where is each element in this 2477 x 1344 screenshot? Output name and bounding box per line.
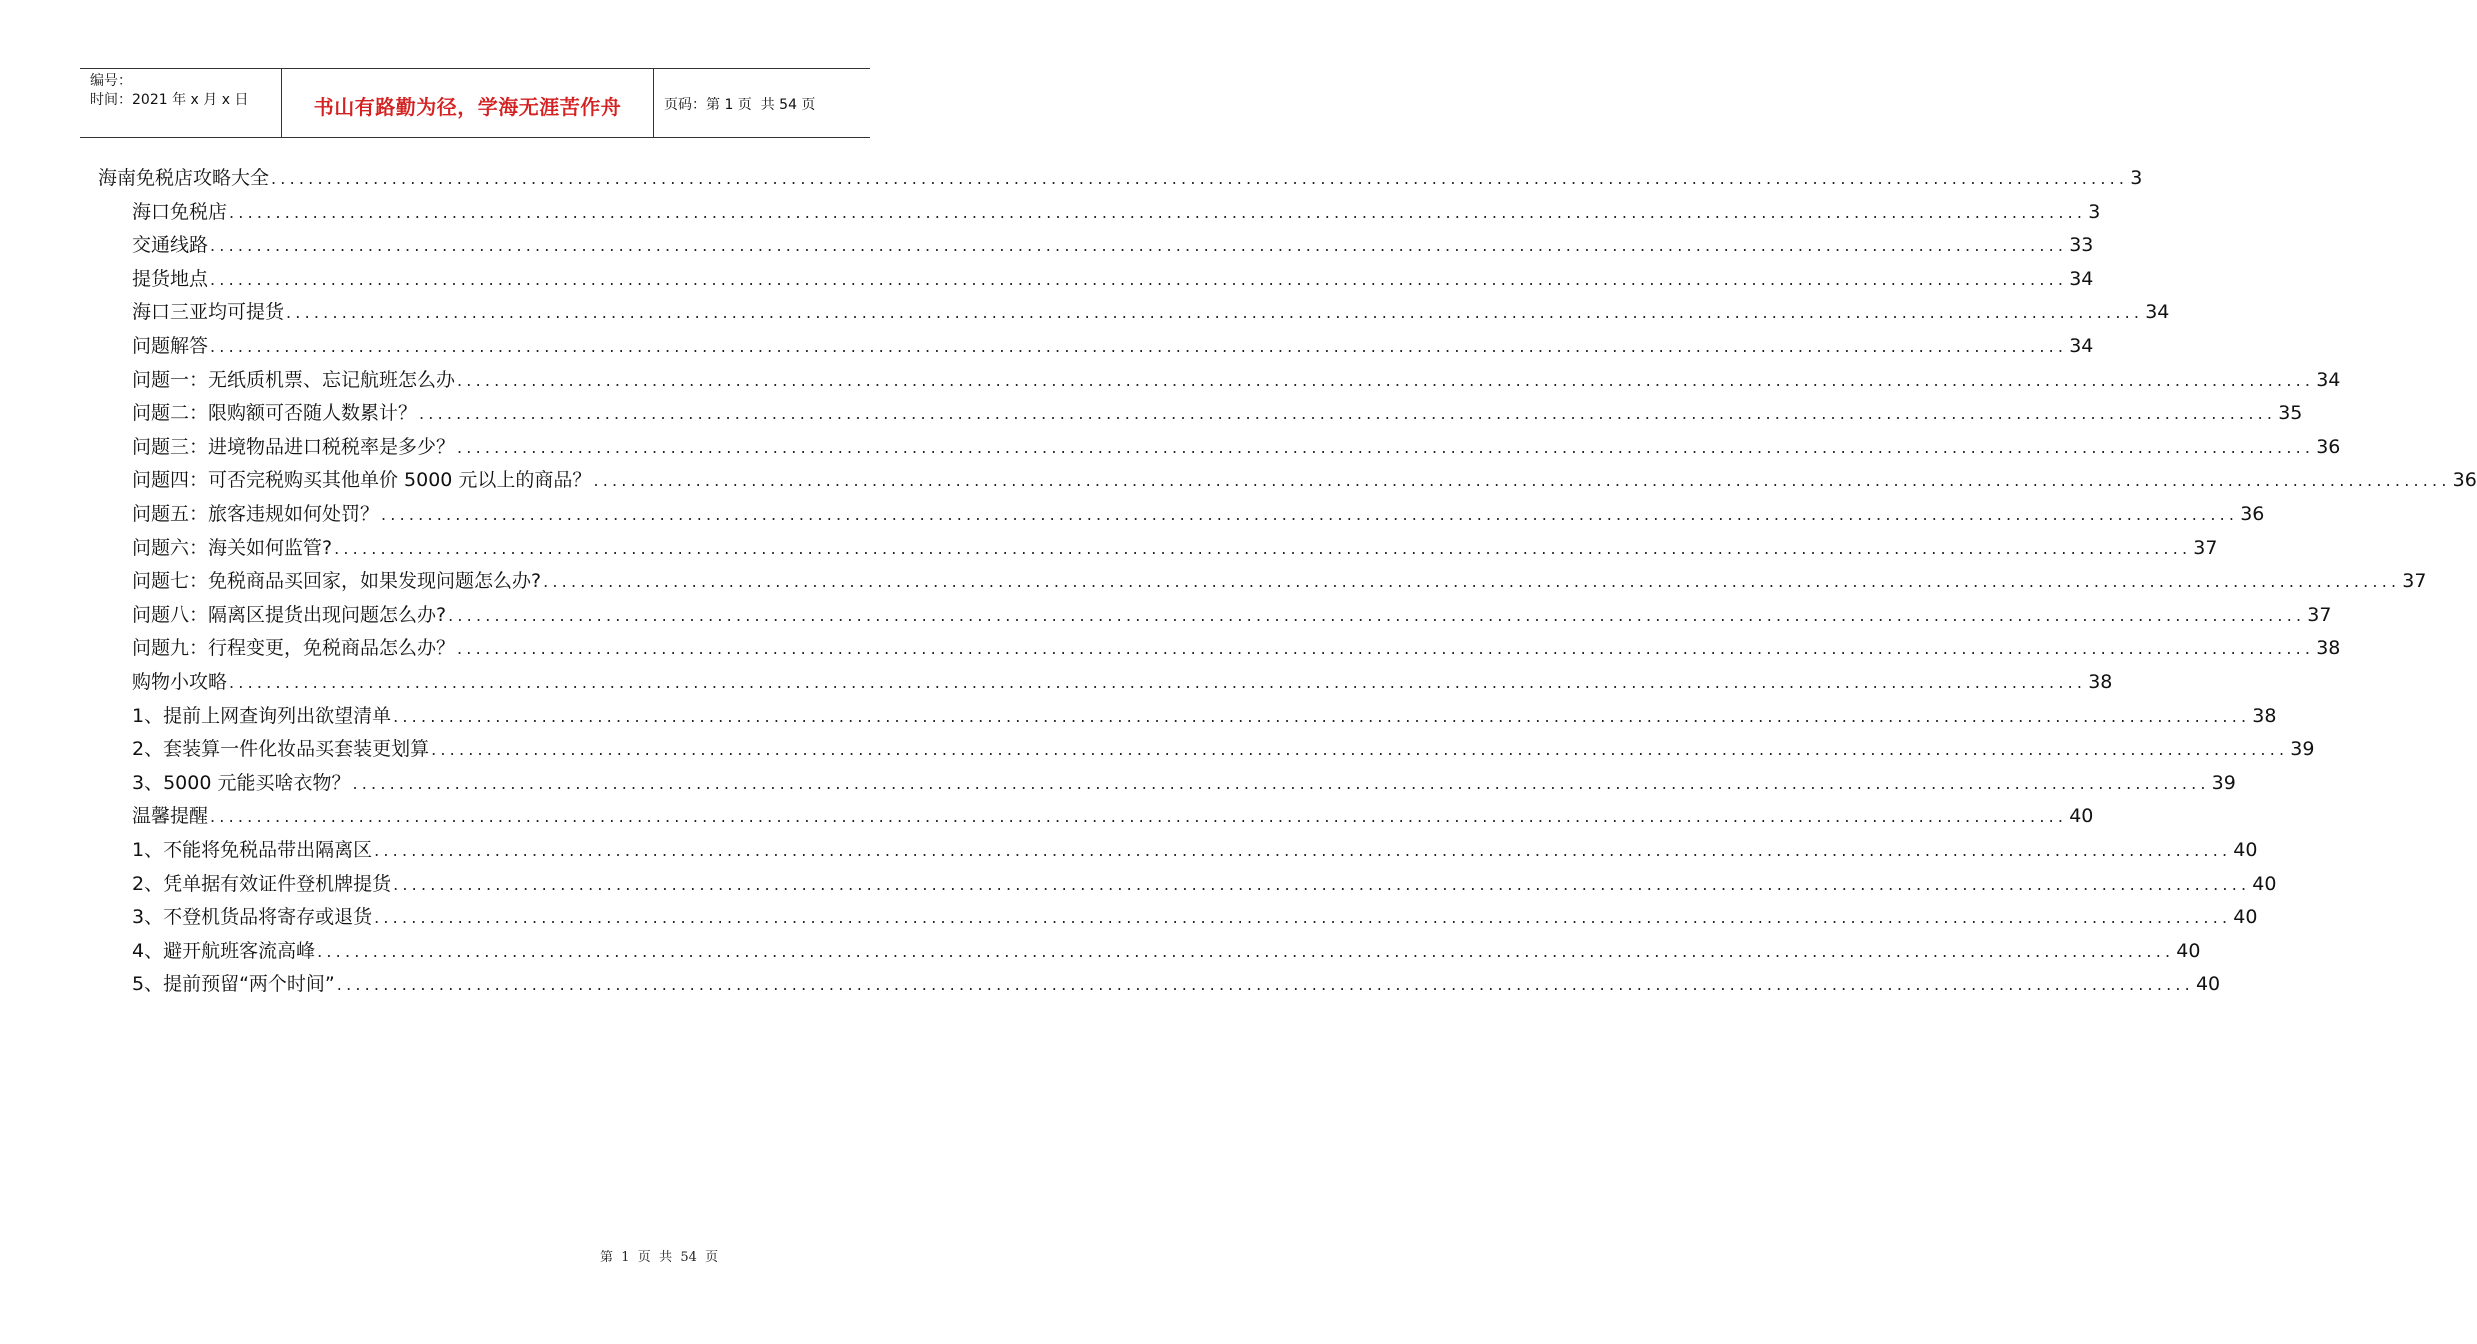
- toc-entry-title: 问题三：进境物品进口税税率是多少？: [132, 435, 456, 458]
- toc-entry-title: 问题七：免税商品买回家，如果发现问题怎么办?: [132, 570, 542, 593]
- toc-entry-page: 34: [2069, 335, 2094, 357]
- toc-entry-page: 33: [2069, 234, 2094, 257]
- toc-entry[interactable]: [132, 664, 2113, 694]
- toc-entry-title: 5、提前预留“两个时间”: [132, 973, 335, 996]
- toc-dot-leader: ........................................................................................................................................................................................................: [210, 236, 2068, 256]
- toc-entry-title: 问题解答: [132, 335, 209, 357]
- toc-entry-page: 34: [2316, 368, 2341, 391]
- toc-dot-leader: ........................................................................................................................................................................................................: [457, 639, 2315, 659]
- toc-entry-page: 40: [2069, 805, 2094, 828]
- toc-entry-title: 3、不登机货品将寄存或退货: [132, 906, 373, 929]
- toc-entry-page: 38: [2088, 671, 2113, 693]
- toc-entry-title: 问题四：可否完税购买其他单价 5000 元以上的商品？: [132, 469, 592, 492]
- toc-entry-page: 37: [2193, 536, 2218, 559]
- toc-entry-page: 39: [2211, 771, 2236, 794]
- toc-dot-leader: ........................................................................................................................................................................................................: [334, 538, 2192, 558]
- toc-entry-page: 37: [2307, 603, 2332, 626]
- toc-dot-leader: ........................................................................................................................................................................................................: [448, 605, 2306, 625]
- toc-entry[interactable]: [132, 630, 2341, 660]
- document-date-label: 时间：2021 年 x 月 x 日: [90, 92, 249, 108]
- toc-entry-page: 38: [2252, 704, 2277, 727]
- toc-dot-leader: ........................................................................................................................................................................................................: [393, 706, 2251, 726]
- toc-dot-leader: ........................................................................................................................................................................................................: [593, 471, 2451, 491]
- toc-entry[interactable]: [132, 194, 2101, 224]
- toc-entry-title: 3、5000 元能买啥衣物？: [132, 771, 351, 794]
- toc-entry-title: 问题五：旅客违规如何处罚？: [132, 503, 380, 525]
- toc-dot-leader: ........................................................................................................................................................................................................: [317, 941, 2175, 961]
- toc-dot-leader: ........................................................................................................................................................................................................: [210, 269, 2068, 289]
- toc-dot-leader: ........................................................................................................................................................................................................: [381, 505, 2239, 524]
- toc-entry[interactable]: [132, 866, 2277, 896]
- page-footer: 第 1 页 共 54 页: [600, 1250, 719, 1265]
- toc-entry-title: 1、提前上网查询列出欲望清单: [132, 704, 392, 727]
- toc-entry-page: 38: [2316, 637, 2341, 660]
- toc-entry-title: 问题一：无纸质机票、忘记航班怎么办: [132, 368, 456, 391]
- toc-entry[interactable]: [132, 966, 2221, 996]
- toc-entry-page: 3: [2088, 200, 2101, 223]
- header-meta-cell: [80, 69, 282, 137]
- toc-entry[interactable]: [132, 429, 2341, 459]
- toc-entry[interactable]: [132, 227, 2094, 257]
- toc-entry[interactable]: [132, 395, 2303, 425]
- toc-dot-leader: ........................................................................................................................................................................................................: [210, 807, 2068, 827]
- toc-dot-leader: ........................................................................................................................................................................................................: [419, 404, 2277, 424]
- toc-entry-page: 36: [2452, 469, 2477, 492]
- toc-entry-title: 2、套装算一件化妆品买套装更划算: [132, 738, 430, 761]
- toc-entry-title: 问题二：限购额可否随人数累计？: [132, 402, 418, 425]
- toc-dot-leader: ........................................................................................................................................................................................................: [210, 337, 2068, 356]
- document-number-label: 编号：: [90, 73, 132, 89]
- toc-entry[interactable]: [132, 294, 2170, 324]
- toc-entry-title: 2、凭单据有效证件登机牌提货: [132, 872, 392, 895]
- header-page-cell: [654, 69, 870, 137]
- toc-entry-title: 提货地点: [132, 267, 209, 290]
- toc-entry-page: 3: [2130, 167, 2143, 189]
- header-motto-cell: [282, 69, 654, 137]
- toc-entry-title: 海口三亚均可提货: [132, 301, 285, 324]
- toc-entry-page: 34: [2145, 301, 2170, 324]
- toc-entry[interactable]: [132, 563, 2427, 593]
- toc-entry[interactable]: [132, 798, 2094, 828]
- toc-entry[interactable]: [132, 933, 2201, 963]
- toc-dot-leader: ........................................................................................................................................................................................................: [374, 908, 2232, 928]
- toc-entry-page: 34: [2069, 267, 2094, 290]
- toc-entry-title: 问题八：隔离区提货出现问题怎么办?: [132, 603, 447, 626]
- toc-entry-page: 35: [2278, 402, 2303, 425]
- toc-entry-title: 问题九：行程变更，免税商品怎么办？: [132, 637, 456, 660]
- toc-entry-title: 温馨提醒: [132, 805, 209, 828]
- toc-entry[interactable]: [132, 731, 2315, 761]
- toc-entry[interactable]: [132, 496, 2265, 526]
- toc-entry-page: 40: [2233, 839, 2258, 861]
- toc-entry-page: 39: [2290, 738, 2315, 761]
- toc-entry[interactable]: [132, 899, 2258, 929]
- toc-dot-leader: ........................................................................................................................................................................................................: [457, 370, 2315, 390]
- toc-entry-title: 1、不能将免税品带出隔离区: [132, 839, 373, 861]
- toc-dot-leader: ........................................................................................................................................................................................................: [352, 773, 2210, 793]
- toc-dot-leader: ........................................................................................................................................................................................................: [336, 975, 2194, 995]
- toc-entry-page: 40: [2195, 973, 2221, 996]
- toc-dot-leader: ........................................................................................................................................................................................................: [271, 169, 2129, 188]
- toc-entry[interactable]: [132, 765, 2236, 795]
- toc-entry[interactable]: [132, 832, 2258, 862]
- toc-entry[interactable]: [132, 261, 2094, 291]
- toc-dot-leader: ........................................................................................................................................................................................................: [229, 673, 2087, 692]
- toc-entry-page: 36: [2240, 503, 2265, 525]
- toc-dot-leader: ........................................................................................................................................................................................................: [457, 437, 2315, 457]
- document-header: [80, 68, 870, 138]
- toc-entry-page: 36: [2316, 435, 2341, 458]
- toc-entry-title: 4、避开航班客流高峰: [132, 939, 316, 962]
- toc-entry-page: 37: [2402, 570, 2427, 593]
- toc-entry[interactable]: [132, 328, 2094, 358]
- toc-entry[interactable]: [132, 362, 2341, 392]
- toc-entry-title: 购物小攻略: [132, 671, 228, 693]
- toc-entry[interactable]: [132, 530, 2218, 560]
- header-motto: 书山有路勤为径，学海无涯苦作舟: [313, 94, 622, 119]
- toc-entry[interactable]: [132, 698, 2277, 728]
- toc-entry-title: 问题六：海关如何监管?: [132, 536, 333, 559]
- toc-dot-leader: ........................................................................................................................................................................................................: [229, 202, 2087, 222]
- toc-entry-page: 40: [2233, 906, 2258, 929]
- toc-entry[interactable]: [132, 462, 2477, 492]
- toc-dot-leader: ........................................................................................................................................................................................................: [374, 841, 2232, 860]
- toc-dot-leader: ........................................................................................................................................................................................................: [393, 874, 2251, 894]
- toc-entry[interactable]: [132, 597, 2332, 627]
- toc-entry-page: 40: [2176, 939, 2201, 962]
- toc-entry-title: 海南免税店攻略大全: [98, 167, 270, 189]
- toc-entry[interactable]: [98, 160, 2143, 190]
- toc-dot-leader: ........................................................................................................................................................................................................: [543, 572, 2401, 592]
- toc-entry-title: 海口免税店: [132, 200, 228, 223]
- toc-dot-leader: ........................................................................................................................................................................................................: [286, 303, 2144, 323]
- toc-entry-title: 交通线路: [132, 234, 209, 257]
- toc-entry-page: 40: [2252, 872, 2277, 895]
- toc-dot-leader: ........................................................................................................................................................................................................: [431, 740, 2289, 760]
- header-page-info: 页码：第 1 页 共 54 页: [664, 97, 816, 113]
